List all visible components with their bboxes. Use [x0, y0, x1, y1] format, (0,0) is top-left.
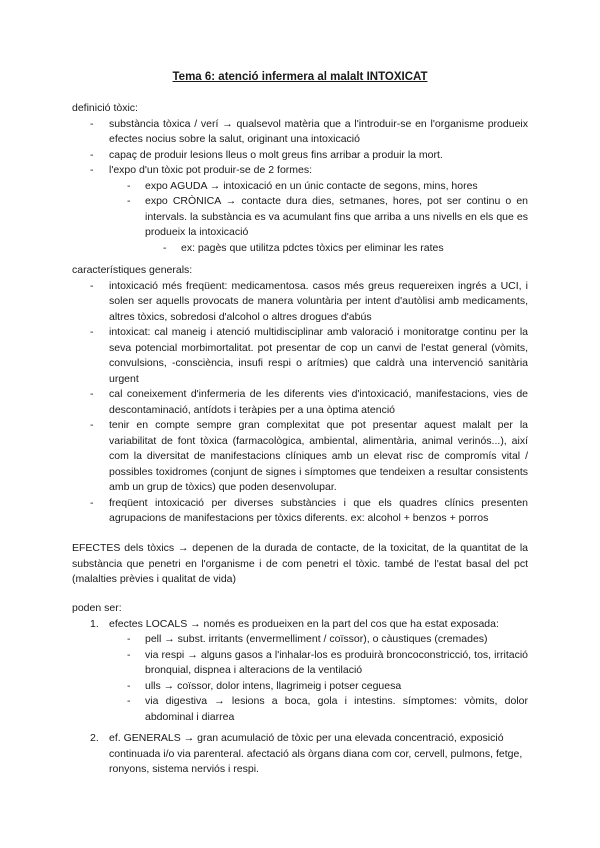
sub-list-item [72, 194, 528, 241]
list-item-text: substància tòxica / verí → qualsevol matèria que a l'introduir-se en l'organisme produeix efectes nocius sobre la salut, originant una intoxicació [109, 117, 528, 145]
numbered-item-general [72, 731, 528, 778]
list-item-text: intoxicat: cal maneig i atenció multidisciplinar amb valoració i monitoratge continu per la seva potencial morbimortalitat. pot presentar de cop un canvi de l'estat general (vòmits, convulsions, -consciència, insufi respi o arítmies) que caldrà una intervenció sanitària urgent [109, 326, 528, 385]
sub-list-item-text: expo AGUDA → intoxicació en un únic contacte de segons, mins, hores [145, 179, 478, 192]
list-item [72, 148, 528, 164]
list-item-text: tenir en compte sempre gran complexitat que pot presentar aquest malalt per la variabilitat de font tòxica (farmacològica, ambiental, alimentària, animal verinós...), així com la diversitat de manifestacions clíniques amb un elevat risc de compromís vital / possibles toxidromes (conjunt de signes i símptomes que tendeixen a resultar consistents amb un grup de tòxics) que poden desenvolupar. [109, 419, 528, 493]
list-item-text: l'expo d'un tòxic pot produir-se de 2 formes: [109, 164, 313, 176]
dash-marker: - [90, 164, 94, 176]
list-item-text: cal coneixement d'infermeria de les diferents vies d'intoxicació, manifestacions, vies de descontaminació, antídots i teràpies per a una òptima atenció [109, 388, 528, 416]
sub-list-item-text: expo CRÒNICA → contacte dura dies, setmanes, hores, pot ser continu o en intervals. la substància es va acumulant fins que arriba a uns nivells en els que es produeix la intoxicació [145, 195, 528, 238]
sub-marker: - [127, 648, 131, 661]
sub-list-item-text: pell → subst. irritants (envermelliment / coïssor), o càustiques (cremades) [145, 633, 488, 645]
item-number: 2. [90, 732, 99, 744]
definition-label: definició tòxic: [72, 102, 138, 114]
dash-marker: - [90, 117, 94, 130]
list-item [72, 163, 528, 179]
sub-list-item-text: via digestiva → lesions a boca, gola i intestins. símptomes: vòmits, dolor abdominal i diarrea [145, 695, 528, 723]
dash-marker: - [90, 148, 94, 161]
example-item [72, 241, 528, 257]
list-item [72, 418, 528, 496]
sub-marker: - [127, 195, 131, 207]
list-item [72, 387, 528, 418]
list-item [72, 117, 528, 148]
list-item-text: intoxicació més freqüent: medicamentosa. casos més greus requereixen ingrés a UCI, i solen ser aquells provocats de manera voluntària per intent d'autòlisi amb medicaments, altres tòxics, sobredosi d'alcohol o altres drogues d'abús [109, 279, 528, 323]
list-item [72, 325, 528, 387]
dash-marker: - [90, 388, 94, 400]
numbered-item-text: ef. GENERALS → gran acumulació de tòxic per una elevada concentració, exposició continuada i/o via parenteral. afectació als òrgans diana com cor, cervell, pulmons, fetge, ronyons, sistema nerviós i respi. [109, 732, 523, 775]
sub-marker: - [127, 179, 131, 192]
effects-general-section [72, 731, 528, 778]
sub-list-item [72, 179, 528, 195]
sub-list-item-text: ulls → coïssor, dolor intens, llagrimeig i potser ceguesa [145, 679, 402, 692]
sub-list-item [72, 679, 528, 695]
definition-section [72, 101, 528, 256]
dash-marker: - [90, 326, 94, 338]
sub-list-item [72, 648, 528, 679]
subsub-marker: - [163, 241, 167, 254]
sub-marker: - [127, 679, 131, 692]
effects-section [72, 541, 528, 588]
sub-list-item [72, 632, 528, 648]
sub-marker: - [127, 633, 131, 645]
list-item-text: freqüent intoxicació per diverses substàncies i que els quadres clínics presenten agrupacions de manifestacions per tòxics diferents. ex: alcohol + benzos + porros [109, 496, 528, 524]
sub-list-item-text: via respi → alguns gasos a l'inhalar-los es produirà broncoconstricció, tos, irritació bronquial, dispnea i alteracions de la ventilació [145, 648, 528, 676]
numbered-item-local [72, 617, 528, 633]
dash-marker: - [90, 496, 94, 509]
effects-types-label: poden ser: [72, 602, 122, 614]
numbered-item-text: efectes LOCALS → només es produeixen en la part del cos que ha estat exposada: [109, 617, 499, 630]
page-title: Tema 6: atenció infermera al malalt INTOXICAT [172, 71, 428, 83]
dash-marker: - [90, 419, 94, 431]
characteristics-label: característiques generals: [72, 264, 193, 276]
characteristics-section [72, 263, 528, 527]
effects-types-section [72, 601, 528, 725]
sub-marker: - [127, 695, 131, 707]
list-item [72, 279, 528, 326]
list-item-text: capaç de produir lesions lleus o molt greus fins arribar a produir la mort. [109, 148, 443, 161]
sub-list-item [72, 694, 528, 725]
list-item [72, 496, 528, 527]
dash-marker: - [90, 279, 94, 292]
item-number: 1. [90, 617, 99, 630]
example-text: ex: pagès que utilitza pdctes tòxics per eliminar les rates [181, 241, 444, 254]
effects-intro: EFECTES dels tòxics → depenen de la durada de contacte, de la toxicitat, de la quantitat de la substància que penetri en l'organisme i de com penetri el tòxic. també de l'estat basal del pct (malalties prèvies i qualitat de vida) [72, 542, 528, 585]
